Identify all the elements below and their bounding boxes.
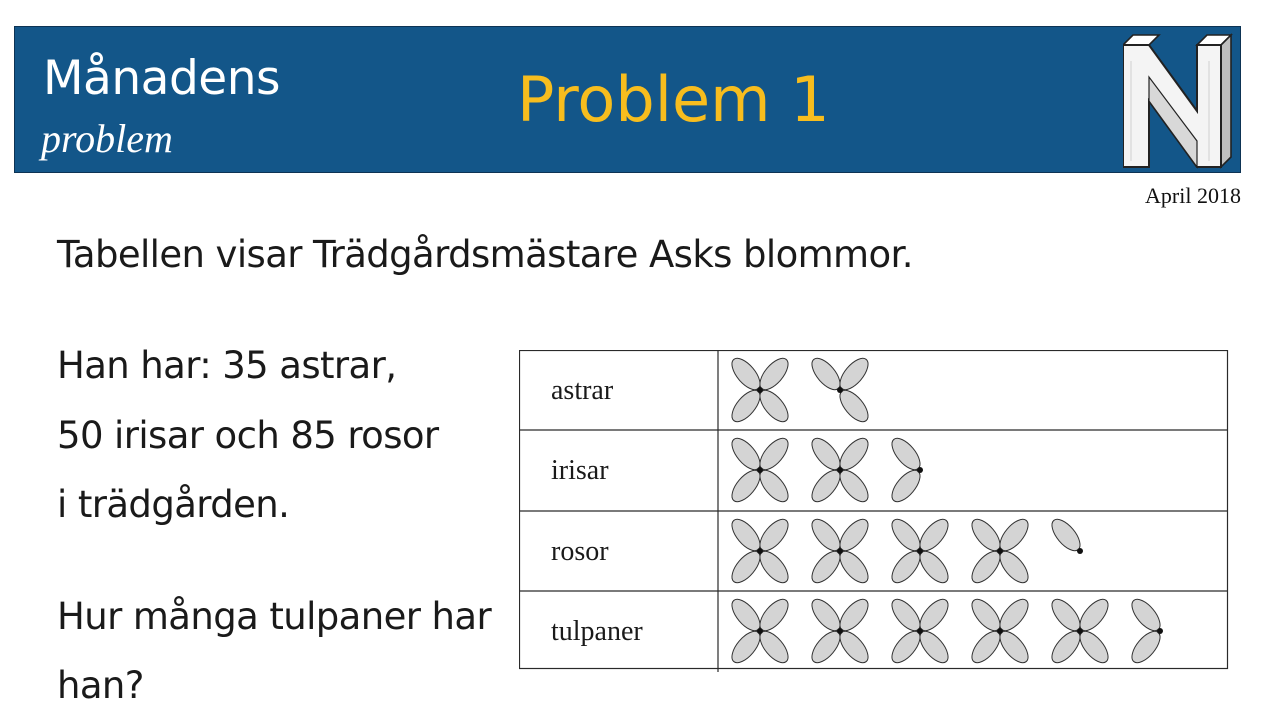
flower-center-dot xyxy=(837,628,843,634)
question-line-2: han? xyxy=(57,664,144,707)
question-line-1: Hur många tulpaner har xyxy=(57,595,492,638)
flower-center-dot xyxy=(917,467,923,473)
flower-center-dot xyxy=(837,467,843,473)
flower-center-dot xyxy=(997,628,1003,634)
flower-center-dot xyxy=(1077,628,1083,634)
flower-center-dot xyxy=(1077,548,1083,554)
flower-center-dot xyxy=(917,628,923,634)
brand-subtitle: problem xyxy=(41,116,173,161)
flower-icon xyxy=(887,595,953,668)
counts-line-3: i trädgården. xyxy=(57,483,290,526)
flower-icon xyxy=(887,515,953,588)
flower-icon xyxy=(1047,595,1113,668)
flower-icon xyxy=(727,354,793,427)
flower-icon xyxy=(807,595,873,668)
flower-pictograph-table xyxy=(519,350,1229,672)
category-label-irisar: irisar xyxy=(551,455,609,486)
header-banner xyxy=(14,26,1241,173)
flower-icon xyxy=(727,434,793,507)
problem-title: Problem 1 xyxy=(517,63,830,136)
category-label-rosor: rosor xyxy=(551,536,609,567)
flower-center-dot xyxy=(1157,628,1163,634)
flower-center-dot xyxy=(757,467,763,473)
flower-icon xyxy=(887,434,925,507)
flower-center-dot xyxy=(757,387,763,393)
flower-icon xyxy=(727,595,793,668)
flower-icon xyxy=(807,515,873,588)
flower-icon xyxy=(967,515,1033,588)
flower-icon xyxy=(1047,515,1085,556)
flower-icon xyxy=(1127,595,1165,668)
category-label-tulpaner: tulpaner xyxy=(551,616,643,647)
brand-title: Månadens xyxy=(43,51,280,106)
counts-line-2: 50 irisar och 85 rosor xyxy=(57,414,439,457)
flower-center-dot xyxy=(997,548,1003,554)
flower-center-dot xyxy=(837,548,843,554)
flower-center-dot xyxy=(837,387,843,393)
flower-icon xyxy=(967,595,1033,668)
counts-line-1: Han har: 35 astrar, xyxy=(57,344,397,387)
issue-date: April 2018 xyxy=(1145,183,1241,208)
flower-icon xyxy=(727,515,793,588)
flower-icon xyxy=(807,354,873,427)
flower-center-dot xyxy=(917,548,923,554)
flower-icon xyxy=(807,434,873,507)
category-label-astrar: astrar xyxy=(551,375,614,406)
flower-center-dot xyxy=(757,548,763,554)
ncm-logo xyxy=(1123,31,1235,169)
flower-center-dot xyxy=(757,628,763,634)
intro-text: Tabellen visar Trädgårdsmästare Asks blommor. xyxy=(57,233,913,276)
